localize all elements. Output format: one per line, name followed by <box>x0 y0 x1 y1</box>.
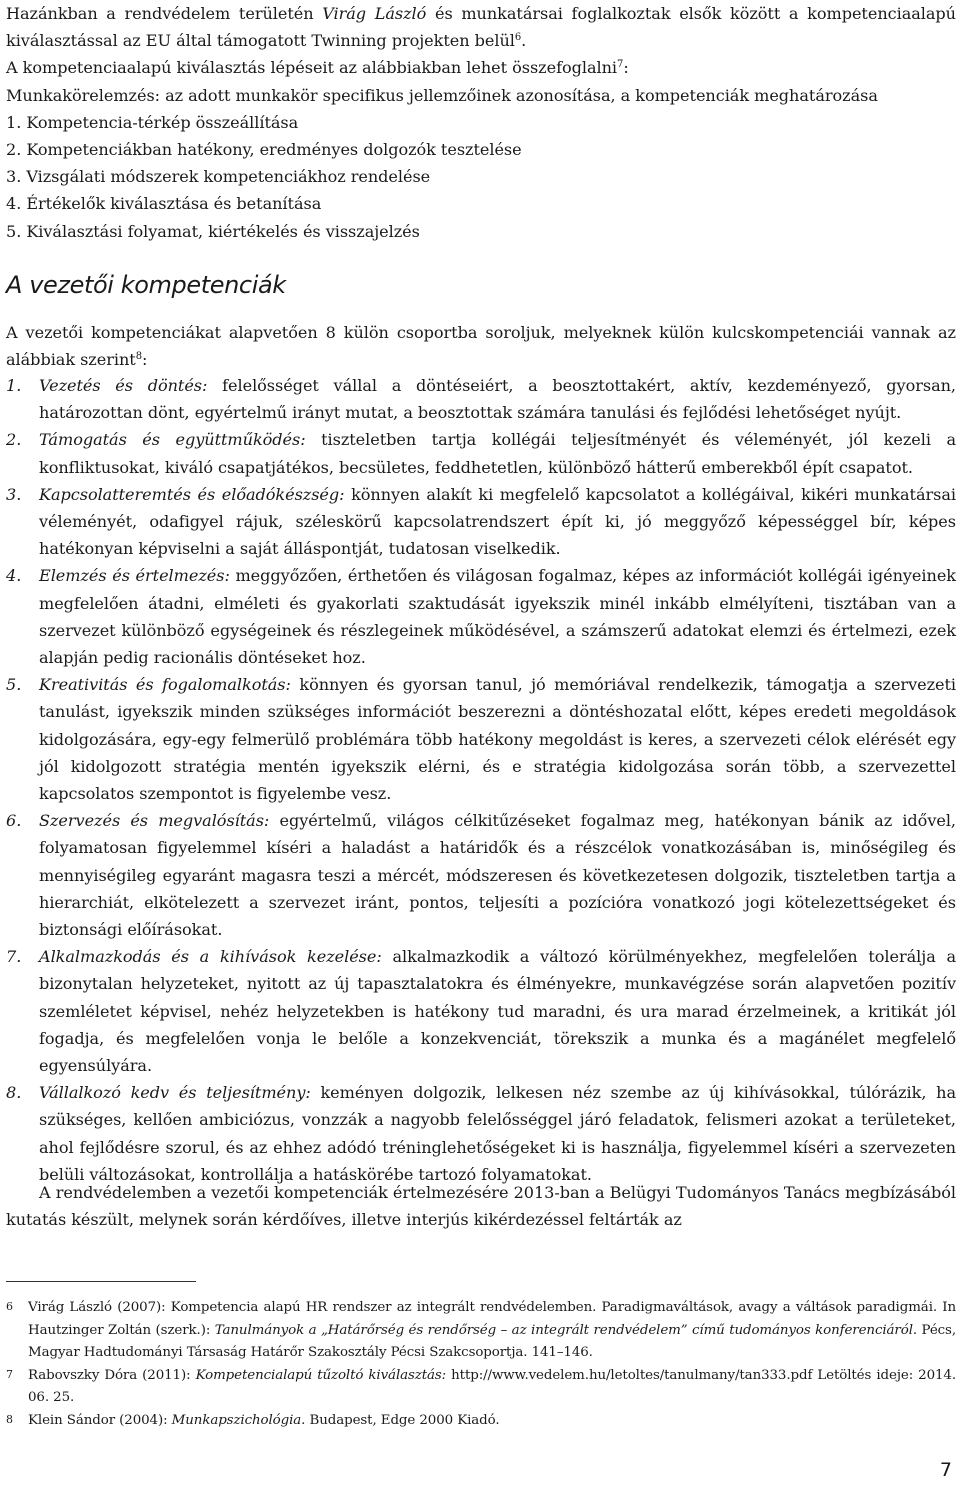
page-number: 7 <box>939 1459 952 1481</box>
section-lead: A vezetői kompetenciákat alapvetően 8 külön csoportba soroljuk, melyeknek külön kulcskompetenciái vannak az alábbiak szerint$^8$: <box>6 323 956 370</box>
footnote-text: Virág László (2007): Kompetencia alapú HR rendszer az integrált rendvédelemben. Paradigmaváltások, avagy a váltások paradigmái. In Hautzinger Zoltán (szerk.): Tanulmányok a „Határőrség és rendőrség – az integrált rendvédelem” című tudományos konferenciáról. Pécs, Magyar Hadtudományi Társaság Határőr Szakosztály Pécsi Szakcsoportja. 141–146. <box>28 1300 956 1361</box>
footnote-divider <box>6 1281 196 1282</box>
footnote-number: 8 <box>6 1412 13 1426</box>
step-item: 1. Kompetencia-térkép összeállítása <box>6 112 299 132</box>
footnote-text: Klein Sándor (2004): Munkapszichológia. Budapest, Edge 2000 Kiadó. <box>28 1412 500 1428</box>
competency-item <box>6 372 956 426</box>
footnote-item <box>6 1410 956 1433</box>
document-page <box>6 0 956 1489</box>
intro-text: és munkatársai foglalkoztak elsők között a kompetenciaalapú kiválasztással az EU által támogatott Twinning projekten belül <box>6 4 956 51</box>
job-analysis-line: Munkakörelemzés: az adott munkakör specifikus jellemzőinek azonosítása, a kompetenciák meghatározása <box>6 85 878 105</box>
competency-item <box>6 1079 956 1188</box>
intro-text: Hazánkban a rendvédelem területén <box>6 4 323 23</box>
competency-number: 4. <box>6 566 22 586</box>
competency-list <box>6 372 956 1188</box>
step-item: 5. Kiválasztási folyamat, kiértékelés és visszajelzés <box>6 221 420 241</box>
author-name: Virág László <box>322 4 427 23</box>
competency-number: 2. <box>6 430 22 450</box>
competency-item <box>6 943 956 1079</box>
steps-intro: A kompetenciaalapú kiválasztás lépéseit az alábbiakban lehet összefoglalni$^7$: <box>6 58 629 78</box>
competency-body: Kreativitás és fogalomalkotás: könnyen és gyorsan tanul, jó memóriával rendelkezik, támogatja a szervezeti tanulást, igyekszik minden szükséges információt beszerezni a döntéshozatal előtt, képes eredeti megoldások kidolgozására, egy-egy felmerülő problémára több hatékony megoldást is keres, a szervezeti célok elérését egy jól kidolgozott stratégia mentén igyekszik elérni, és e stratégia kidolgozása során több, a szervezettel kapcsolatos szempontot is figyelembe vesz. <box>39 675 957 804</box>
competency-term: Kreativitás és fogalomalkotás: <box>39 675 291 695</box>
step-item: 2. Kompetenciákban hatékony, eredményes dolgozók tesztelése <box>6 140 522 160</box>
competency-term: Vezetés és döntés: <box>39 376 208 395</box>
competency-number: 7. <box>6 947 22 967</box>
section-heading: A vezetői kompetenciák <box>6 271 286 299</box>
footnote-text: Rabovszky Dóra (2011): Kompetencialapú tűzoltó kiválasztás: http://www.vedelem.hu/letoltes/tanulmany/tan333.pdf Letöltés ideje: 2014. 06. 25. <box>28 1367 956 1406</box>
competency-body: Elemzés és értelmezés: meggyőzően, érthetően és világosan fogalmaz, képes az információt kollégái igényeinek megfelelően átadni, elméleti és gyakorlati szaktudását igyekszik minél inkább elmélyíteni, tisztában van a szervezet különböző egységeinek és részlegeinek működésével, a számszerű adatokat elemzi és értelmezi, ezek alapján pedig racionális döntéseket hoz. <box>39 566 956 668</box>
competency-body: Vállalkozó kedv és teljesítmény: keményen dolgozik, lelkesen néz szembe az új kihívásokkal, túlórázik, ha szükséges, kellően ambiciózus, vonzzák a nagyobb felelősséggel járó feladatok, felismeri azokat a területeket, ahol fejlődésre szorul, és az ehhez adódó tréninglehetőségeket ki is használja, figyelemmel kíséri a szervezeten belüli változásokat, kontrollálja a hatáskörébe tartozó folyamatokat. <box>39 1083 956 1184</box>
footnote-number: 6 <box>6 1300 13 1313</box>
competency-number: 6. <box>6 811 22 831</box>
footnote-link[interactable]: http://www.vedelem.hu/letoltes/tanulmany/tan333.pdf Letöltés ideje: 2014. 06. 25. <box>28 1367 956 1406</box>
competency-body: Kapcsolatteremtés és előadókészség: könnyen alakít ki megfelelő kapcsolatot a kollégáival, kikéri munkatársai véleményét, odafigyel rájuk, széleskörű kapcsolatrendszert épít ki, jó meggyőző képességgel bír, képes hatékonyan képviselni a saját álláspontját, tudatosan viselkedik. <box>39 484 956 559</box>
competency-item <box>6 807 956 943</box>
competency-number: 8. <box>6 1083 22 1103</box>
competency-term: Kapcsolatteremtés és előadókészség: <box>39 484 345 504</box>
competency-term: Támogatás és együttműködés: <box>39 430 306 450</box>
competency-term: Szervezés és megvalósítás: <box>39 811 270 831</box>
footnote-item <box>6 1297 956 1365</box>
footnote-ref[interactable]: 8 <box>135 351 142 363</box>
competency-item <box>6 671 956 807</box>
closing-paragraph: A rendvédelemben a vezetői kompetenciák értelmezésére 2013-ban a Belügyi Tudományos Tanács megbízásából kutatás készült, melynek során kérdőíves, illetve interjús kikérdezéssel feltárták az <box>6 1183 956 1230</box>
competency-term: Elemzés és értelmezés: <box>39 566 230 586</box>
competency-item <box>6 426 956 480</box>
footnote-number: 7 <box>6 1367 13 1381</box>
competency-term: Alkalmazkodás és a kihívások kezelése: <box>39 947 382 967</box>
competency-term: Vállalkozó kedv és teljesítmény: <box>39 1083 311 1103</box>
intro-block <box>6 0 956 245</box>
step-item: 3. Vizsgálati módszerek kompetenciákhoz rendelése <box>6 167 431 187</box>
footnote-ref[interactable]: 7 <box>617 59 624 71</box>
intro-paragraph: Hazánkban a rendvédelem területén Virág László és munkatársai foglalkoztak elsők között a kompetenciaalapú kiválasztással az EU által támogatott Twinning projekten belül$^6$. <box>6 4 956 51</box>
step-item: 4. Értékelők kiválasztása és betanítása <box>6 194 322 214</box>
footnote-item <box>6 1365 956 1410</box>
footnotes <box>6 1297 956 1433</box>
competency-number: 3. <box>6 484 22 504</box>
competency-item <box>6 481 956 563</box>
footnote-ref[interactable]: 6 <box>514 32 522 44</box>
competency-body: Támogatás és együttműködés: tiszteletben tartja kollégái teljesítményét és véleményét, jól kezeli a konfliktusokat, kiváló csapatjátékos, becsületes, feddhetetlen, különböző hátterű emberekből épít csapatot. <box>39 430 956 477</box>
competency-item <box>6 562 956 671</box>
competency-body: Szervezés és megvalósítás: egyértelmű, világos célkitűzéseket fogalmaz meg, hatékonyan bánik az idővel, folyamatosan figyelemmel kíséri a haladást a határidők és a részcélok vonatkozásában is, minőségileg és mennyiségileg egyaránt magasra teszi a mércét, módszeresen és következetesen dolgozik, tiszteletben tartja a hierarchiát, elkötelezett a szervezet iránt, pontos, teljesíti a pozícióra vonatkozó jogi kötelezettségeket és biztonsági előírásokat. <box>39 811 957 940</box>
competency-number: 5. <box>6 675 22 695</box>
competency-body: Vezetés és döntés: felelősséget vállal a döntéseiért, a beosztottakért, aktív, kezdeményező, gyorsan, határozottan dönt, egyértelmű irányt mutat, a beosztottak számára tanulási és fejlődési lehetőséget nyújt. <box>39 376 956 423</box>
competency-body: Alkalmazkodás és a kihívások kezelése: alkalmazkodik a változó körülményekhez, megfelelően tolerálja a bizonytalan helyzeteket, nyitott az új tapasztalatokra és élményekre, munkavégzése során alapvetően pozitív szemléletet képvisel, nehéz helyzetekben is hatékony tud maradni, és ura marad érzelmeinek, a kritikát jól fogadja, és megfelelően vonja le belőle a konzekvenciát, törekszik a munka és a magánélet megfelelő egyensúlyára. <box>39 947 957 1076</box>
competency-number: 1. <box>6 376 22 395</box>
